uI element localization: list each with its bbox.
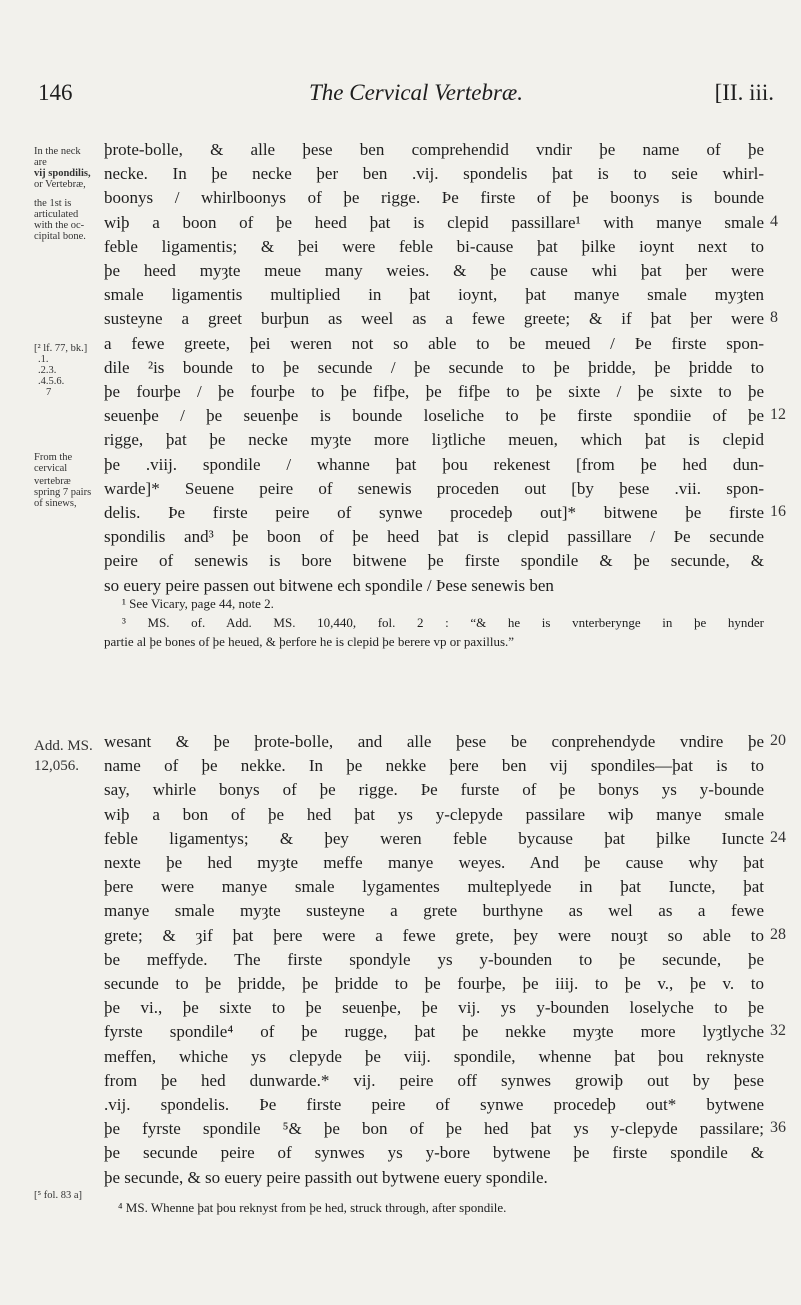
line-number: 28 — [770, 925, 786, 943]
line-number: 16 — [770, 503, 786, 520]
text-line: þe fourþe / þe fourþe to þe fifþe, þe fifþe to þe sixte / þe sixte to þe — [104, 382, 764, 401]
margin-note-neck — [34, 146, 96, 242]
text-line: be meffyde. The firste spondyle ys y-bounden to þe secunde, þe — [104, 949, 764, 969]
text-line: þe secunde, & so euery peire passith out bytwene euery spondile. — [104, 1167, 548, 1187]
margin-note-sinews — [34, 452, 96, 509]
margin-note-fol83 — [34, 1190, 96, 1201]
text-line: þere were manye smale lygamentes multeplyede in þat Iuncte, þat — [104, 877, 764, 897]
margin-note-line: are — [34, 157, 47, 168]
text-line: boonys / whirlboonys of þe rigge. Þe firste of þe boonys is bounde — [104, 188, 764, 208]
text-line: secunde to þe þridde, þe þridde to þe fourþe, þe iiij. to þe v., þe v. to — [104, 974, 764, 993]
text-line: þe heed myȝte meue many weies. & þe cause whi þat þer were — [104, 261, 764, 280]
margin-note-line: of sinews, — [34, 498, 77, 509]
line-number: 20 — [770, 732, 786, 749]
text-line: a fewe greete, þei weren not so able to be meued / Þe firste spon- — [104, 333, 764, 353]
margin-note-line: articulated — [34, 209, 79, 220]
text-line: so euery peire passen out bitwene ech spondile / Þese senewis ben — [104, 575, 554, 595]
line-number: 8 — [770, 309, 778, 327]
line-number: 24 — [770, 828, 786, 846]
margin-note-line: cipital bone. — [34, 231, 86, 242]
margin-note-line: [⁵ fol. 83 a] — [34, 1190, 82, 1201]
text-line: spondilis and³ þe boon of þe heed þat is clepid passillare / Þe secunde — [104, 527, 764, 547]
margin-note-line: .4.5.6. — [38, 376, 65, 387]
margin-note-line: 7 — [46, 387, 52, 398]
margin-note-folio — [34, 343, 96, 398]
footnote-line: ³ MS. of. Add. MS. 10,440, fol. 2 : “& he is vnterberynge in þe hynder — [122, 615, 764, 630]
margin-note-line: vertebræ — [34, 476, 71, 487]
text-line: rigge, þat þe necke myȝte more liȝtliche meuen, which þat is clepid — [104, 430, 764, 450]
text-line: þe fyrste spondile ⁵& þe bon of þe hed þat ys y-clepyde passilare; — [104, 1119, 764, 1139]
text-line: manye smale myȝte susteyne a grete burthyne as wel as a fewe — [104, 901, 764, 921]
margin-note-line: with the oc- — [34, 220, 85, 231]
footnote-line: partie al þe bones of þe heued, & þerfore he is clepid þe berere vp or paxillus.” — [104, 634, 515, 649]
text-line: susteyne a greet burþun as weel as a fewe greete; & if þat þer were — [104, 309, 764, 329]
section-marker: [II. iii. — [714, 80, 774, 105]
margin-note-line: Add. MS. — [34, 738, 93, 754]
running-title: The Cervical Vertebræ. — [309, 80, 523, 105]
text-line: .vij. spondelis. Þe firste peire of synwe procedeþ out* bytwene — [104, 1095, 764, 1114]
text-line: wiþ a boon of þe heed þat is clepid passillare¹ with manye smale — [104, 212, 764, 232]
footnote-line: ¹ See Vicary, page 44, note 2. — [122, 596, 274, 611]
line-number: 12 — [770, 406, 786, 424]
margin-note-line: or Vertebræ, — [34, 179, 86, 190]
margin-note-line: .2.3. — [38, 365, 57, 376]
margin-note-line: the 1st is — [34, 198, 72, 209]
text-line: say, whirle bonys of þe rigge. Þe furste of þe bonys ys y-bounde — [104, 780, 764, 800]
margin-note-line: .1. — [38, 354, 49, 365]
margin-note-line: 12,056. — [34, 758, 79, 774]
text-line: wiþ a bon of þe hed þat ys y-clepyde passilare wiþ manye smale — [104, 804, 764, 824]
margin-note-line: From the — [34, 452, 73, 463]
margin-note-line: vij spondilis, — [34, 168, 91, 179]
text-line: from þe hed dunwarde.* vij. peire off synwes growiþ out by þese — [104, 1070, 764, 1090]
text-line: warde]* Seuene peire of senewis proceden out [by þese .vii. spon- — [104, 478, 764, 498]
page-number: 146 — [38, 80, 73, 105]
margin-note-line: spring 7 pairs — [34, 487, 92, 498]
text-line: feble ligamentys; & þey weren feble bycause þat þilke Iuncte — [104, 828, 764, 848]
text-line: nexte þe hed myȝte meffe manye weyes. And þe cause why þat — [104, 853, 764, 872]
text-line: þe vi., þe sixte to þe seuenþe, þe vij. ys y-bounden loselyche to þe — [104, 998, 764, 1018]
text-line: peire of senewis is bore bitwene þe firste spondile & þe secunde, & — [104, 551, 764, 571]
line-number: 36 — [770, 1119, 786, 1137]
line-number: 32 — [770, 1022, 786, 1040]
text-line: smale ligamentis multiplied in þat ioynt, þat manye smale myȝten — [104, 285, 764, 305]
text-line: delis. Þe firste peire of synwe procedeþ out]* bitwene þe firste — [104, 503, 764, 522]
running-header — [36, 80, 796, 110]
margin-note-add-ms — [34, 736, 96, 776]
margin-note-line: [² lf. 77, bk.] — [34, 343, 88, 354]
text-line: feble ligamentis; & þei were feble bi-cause þat þilke ioynt next to — [104, 236, 764, 256]
text-line: seuenþe / þe seuenþe is bounde loseliche to þe firste spondiie of þe — [104, 406, 764, 426]
margin-note-line: In the neck — [34, 146, 81, 157]
text-line: wesant & þe þrote-bolle, and alle þese be conprehendyde vndire þe — [104, 732, 764, 751]
text-line: þe secunde peire of synwes ys y-bore bytwene þe firste spondile & — [104, 1143, 764, 1163]
margin-note-line: cervical — [34, 463, 68, 474]
text-line: þrote-bolle, & alle þese ben comprehendid vndir þe name of þe — [104, 140, 764, 159]
line-number: 4 — [770, 212, 778, 230]
text-line: name of þe nekke. In þe nekke þere ben vij spondiles—þat is to — [104, 756, 764, 776]
text-line: þe .viij. spondile / whanne þat þou rekenest [from þe hed dun- — [104, 454, 764, 474]
text-line: dile ²is bounde to þe secunde / þe secunde to þe þridde, þe þridde to — [104, 357, 764, 377]
text-line: fyrste spondile⁴ of þe rugge, þat þe nekke myȝte more lyȝtlyche — [104, 1022, 764, 1042]
text-line: necke. In þe necke þer ben .vij. spondelis þat is to seie whirl- — [104, 164, 764, 184]
text-line: meffen, whiche ys clepyde þe viij. spondile, whenne þat þou reknyste — [104, 1046, 764, 1066]
footnote-line: ⁴ MS. Whenne þat þou reknyst from þe hed, struck through, after spondile. — [118, 1200, 507, 1215]
text-line: grete; & ȝif þat þere were a fewe grete, þey were nouȝt so able to — [104, 925, 764, 945]
